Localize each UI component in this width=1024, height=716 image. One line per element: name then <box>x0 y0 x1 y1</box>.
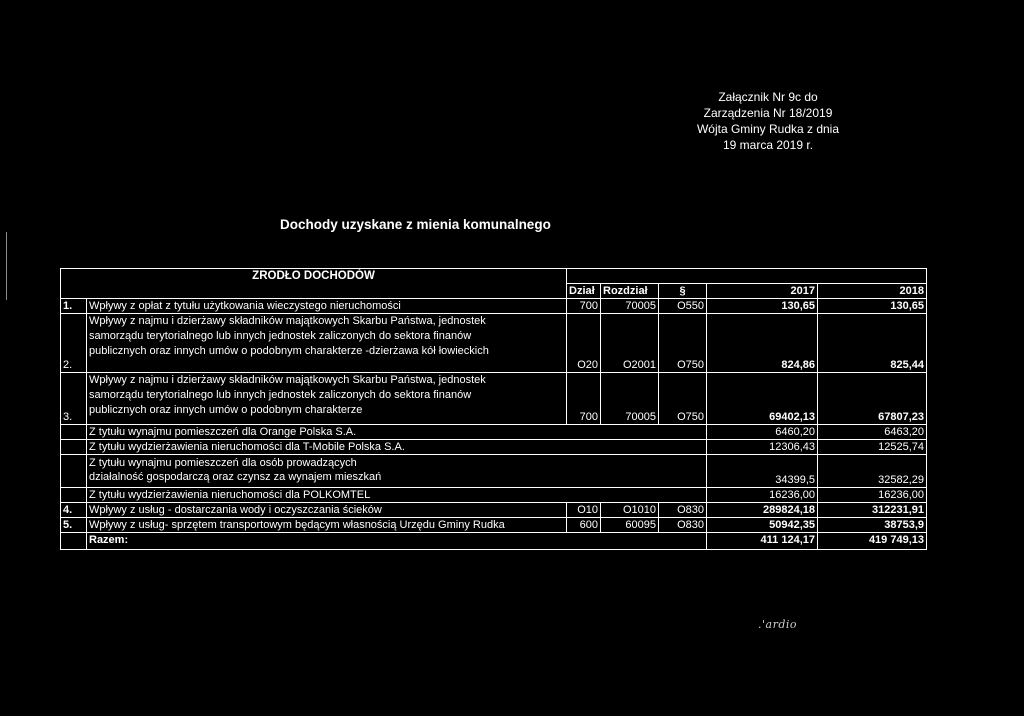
attachment-note-line: Zarządzenia Nr 18/2019 <box>703 106 833 120</box>
row-rozdzial: 70005 <box>601 373 659 425</box>
sub-row-2017: 16236,00 <box>707 488 818 503</box>
sub-row-2017: 34399,5 <box>707 455 818 488</box>
table-row <box>61 503 927 518</box>
row-2017: 824,86 <box>707 314 818 373</box>
row-2018: 825,44 <box>818 314 927 373</box>
sub-row-2017: 12306,43 <box>707 440 818 455</box>
row-2017: 130,65 <box>707 299 818 314</box>
row-paragraf: O550 <box>659 299 707 314</box>
row-2018: 312231,91 <box>818 503 927 518</box>
row-description-line: publicznych oraz innych umów o podobnym charakterze <box>89 404 363 416</box>
row-description-line: samorządu terytorialnego lub innych jednostek zaliczonych do sektora finanów <box>89 330 472 342</box>
row-dzial: 600 <box>567 518 601 533</box>
row-paragraf: O830 <box>659 503 707 518</box>
table-sub-row <box>61 455 927 488</box>
row-number: 4. <box>61 503 87 518</box>
sub-row-description <box>87 440 707 455</box>
row-2017: 50942,35 <box>707 518 818 533</box>
income-table <box>60 268 927 550</box>
row-number-empty <box>61 488 87 503</box>
sub-row-description-line: Z tytułu wydzierżawienia nieruchomości dla POLKOMTEL <box>89 489 371 501</box>
handwritten-signature: .'ardio <box>758 618 798 631</box>
row-description-line: publicznych oraz innych umów o podobnym charakterze -dzierżawa kół łowieckich <box>89 345 489 357</box>
row-paragraf: O750 <box>659 373 707 425</box>
row-description: Wpływy z opłat z tytułu użytkowania wieczystego nieruchomości <box>87 299 567 314</box>
row-description <box>87 373 567 425</box>
row-rozdzial: 70005 <box>601 299 659 314</box>
row-number-empty <box>61 440 87 455</box>
sub-row-description-line: Z tytułu wynajmu pomieszczeń dla osób prowadzących <box>89 457 357 469</box>
attachment-note-line: Wójta Gminy Rudka z dnia <box>696 122 840 136</box>
row-paragraf: O830 <box>659 518 707 533</box>
sub-row-description-line: Z tytułu wynajmu pomieszczeń dla Orange Polska S.A. <box>89 426 357 438</box>
row-number-empty <box>61 425 87 440</box>
row-dzial: 700 <box>567 373 601 425</box>
row-number-empty <box>61 455 87 488</box>
scan-artifact-line <box>6 232 7 300</box>
sub-row-2017: 6460,20 <box>707 425 818 440</box>
total-label: Razem: <box>87 533 707 550</box>
document-title: Dochody uzyskane z mienia komunalnego <box>280 217 551 232</box>
table-row <box>61 314 927 373</box>
table-row <box>61 373 927 425</box>
sub-row-description-line: działalność gospodarczą oraz czynsz za wynajem mieszkań <box>89 471 382 483</box>
row-description: Wpływy z usług- sprzętem transportowym będącym własnością Urzędu Gminy Rudka <box>87 518 567 533</box>
attachment-note <box>688 89 848 153</box>
table-row <box>61 518 927 533</box>
sub-row-2018: 6463,20 <box>818 425 927 440</box>
row-description-line: samorządu terytorialnego lub innych jednostek zaliczonych do sektora finanów <box>89 389 472 401</box>
row-2017: 289824,18 <box>707 503 818 518</box>
row-number: 5. <box>61 518 87 533</box>
row-number-empty <box>61 533 87 550</box>
sub-row-2018: 12525,74 <box>818 440 927 455</box>
sub-row-2018: 16236,00 <box>818 488 927 503</box>
table-sub-row <box>61 488 927 503</box>
attachment-note-line: Załącznik Nr 9c do <box>718 90 818 104</box>
row-rozdzial: O2001 <box>601 314 659 373</box>
header-source: ZRODŁO DOCHODÓW <box>61 269 567 299</box>
row-dzial: O20 <box>567 314 601 373</box>
row-dzial: O10 <box>567 503 601 518</box>
header-rozdzial: Rozdział <box>601 284 659 299</box>
row-description-line: Wpływy z najmu i dzierżawy składników majątkowych Skarbu Państwa, jednostek <box>89 374 486 386</box>
table-sub-row <box>61 425 927 440</box>
row-number: 1. <box>61 299 87 314</box>
sub-row-description <box>87 425 707 440</box>
sub-row-description-line: Z tytułu wydzierżawienia nieruchomości dla T-Mobile Polska S.A. <box>89 441 405 453</box>
row-2018: 130,65 <box>818 299 927 314</box>
row-2018: 38753,9 <box>818 518 927 533</box>
sub-row-description <box>87 488 707 503</box>
row-paragraf: O750 <box>659 314 707 373</box>
table-header-row <box>61 269 927 284</box>
row-rozdzial: O1010 <box>601 503 659 518</box>
table-sub-row <box>61 440 927 455</box>
header-2018: 2018 <box>818 284 927 299</box>
header-dzial: Dział <box>567 284 601 299</box>
row-2018: 67807,23 <box>818 373 927 425</box>
total-2017: 411 124,17 <box>707 533 818 550</box>
table-row <box>61 299 927 314</box>
row-description <box>87 314 567 373</box>
attachment-note-line: 19 marca 2019 r. <box>722 138 814 152</box>
row-description-line: Wpływy z najmu i dzierżawy składników majątkowych Skarbu Państwa, jednostek <box>89 315 486 327</box>
header-paragraf: § <box>659 284 707 299</box>
sub-row-description <box>87 455 707 488</box>
row-number: 2. <box>61 314 87 373</box>
header-2017: 2017 <box>707 284 818 299</box>
total-2018: 419 749,13 <box>818 533 927 550</box>
table-total-row <box>61 533 927 550</box>
sub-row-2018: 32582,29 <box>818 455 927 488</box>
row-description: Wpływy z usług - dostarczania wody i oczyszczania ścieków <box>87 503 567 518</box>
row-2017: 69402,13 <box>707 373 818 425</box>
row-number: 3. <box>61 373 87 425</box>
row-rozdzial: 60095 <box>601 518 659 533</box>
row-dzial: 700 <box>567 299 601 314</box>
header-blank <box>567 269 927 284</box>
